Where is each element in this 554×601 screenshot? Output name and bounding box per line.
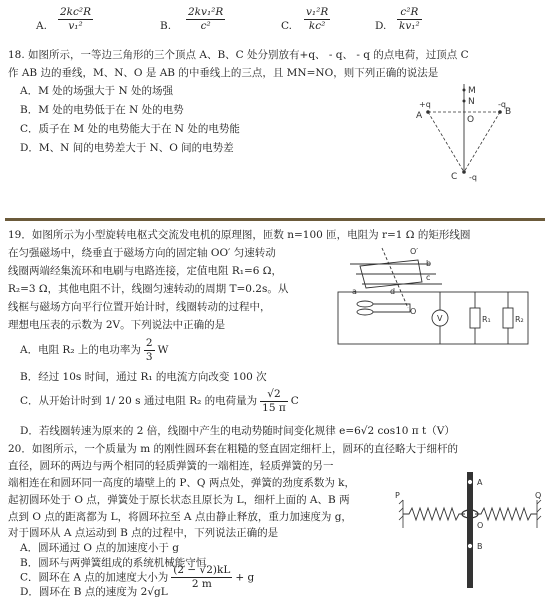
q19-option-b: B．经过 10s 时间，通过 R₁ 的电流方向改变 100 次 xyxy=(20,371,267,383)
q17-option-c-num: v₁²R xyxy=(306,6,329,18)
q18-label-a: A xyxy=(416,111,423,121)
q18-label-o: O xyxy=(467,115,475,125)
q19-slip-ring-1 xyxy=(357,301,373,307)
q19-label-r1: R₁ xyxy=(482,315,491,324)
q20-right-hatch-3 xyxy=(537,516,541,520)
q18-stem-line2: 作 AB 边的垂线，M、N、O 是 AB 的中垂线上的三点，且 MN=NO，则下列正确的说法是 xyxy=(8,67,439,79)
q18-label-c: C xyxy=(451,172,458,182)
q18-option-a: A．M 处的场强大于 N 处的场强 xyxy=(20,85,174,97)
q19-label-a: a xyxy=(352,287,357,296)
q19-slip-ring-2 xyxy=(357,309,373,315)
q17-option-d-label: D. xyxy=(375,20,387,32)
q20-label-b: B xyxy=(477,542,483,551)
q18-point-c xyxy=(462,170,466,174)
q19-option-c-text: C．从开始计时到 1/ 20 s 通过电阻 R₂ 的电荷量为 xyxy=(20,395,258,407)
q19-stem-line6: 理想电压表的示数为 2V。下列说法中正确的是 xyxy=(8,319,226,331)
q18-point-b xyxy=(498,110,502,114)
q18-option-b: B．M 处的电势低于在 N 处的电势 xyxy=(20,104,184,116)
q18-point-a xyxy=(426,110,430,114)
q18-charge-a: +q xyxy=(419,100,431,109)
q20-option-c-post: + g xyxy=(235,571,255,584)
q20-point-b xyxy=(468,544,471,547)
q18-stem-line1: 18. 如图所示，一等边三角形的三个顶点 A、B、C 处分别放有+q、 - q、 - q 的点电荷，过顶点 C xyxy=(8,49,469,61)
q19-option-a-unit: W xyxy=(157,344,169,356)
q17-option-d-den: kv₁² xyxy=(399,20,420,32)
q20-left-hatch-3 xyxy=(399,516,403,520)
q19-label-o: O xyxy=(410,307,417,316)
q20-stem-line1: 20．如图所示，一个质量为 m 的刚性圆环套在粗糙的竖直固定细杆上，圆环的直径略大于细杆的 xyxy=(8,443,458,455)
q17-option-b-den: c² xyxy=(200,20,211,32)
q17-option-a-label: A. xyxy=(36,20,47,32)
q19-option-c-num: √2 xyxy=(260,388,288,402)
q20-option-c-num: (2 − √2)kL xyxy=(173,564,231,576)
q18-label-b: B xyxy=(505,107,512,117)
q20-left-hatch-2 xyxy=(399,508,403,512)
q19-label-r2: R₂ xyxy=(515,315,524,324)
q19-brush-wires xyxy=(373,304,410,312)
q17-option-c-fraction xyxy=(304,6,330,33)
q17-option-c-den: kc² xyxy=(308,20,326,32)
q17-option-c-label: C. xyxy=(281,20,292,32)
q19-label-v: V xyxy=(437,314,443,323)
q20-stem-line2: 直径，圆环的两边与两个相同的轻质弹簧的一端相连，轻质弹簧的另一 xyxy=(8,460,334,472)
q20-label-q: Q xyxy=(535,491,542,500)
q18-option-c: C．质子在 M 处的电势能大于在 N 处的电势能 xyxy=(20,123,240,135)
q19-label-c: c xyxy=(426,273,431,282)
q19-stem-line1: 19．如图所示为小型旋转电枢式交流发电机的原理图，匝数 n=100 匝，电阻为 r=1 Ω 的矩形线圈 xyxy=(8,229,471,241)
q17-option-a-den: v₁² xyxy=(68,20,83,32)
q20-right-hatch-1 xyxy=(537,500,541,504)
q19-axis xyxy=(382,248,408,308)
q17-option-a-fraction xyxy=(58,6,93,33)
q19-option-d: D．若线圈转速为原来的 2 倍，线圈中产生的电动势随时间变化规律 e=6√2 cos10 π t（V） xyxy=(20,425,455,437)
q19-resistor-r2 xyxy=(503,308,513,328)
q18-point-m xyxy=(463,89,466,92)
q20-right-hatch-2 xyxy=(537,508,541,512)
q17-option-d-fraction xyxy=(397,6,422,33)
q18-charge-c: -q xyxy=(469,173,477,182)
q20-label-p: P xyxy=(395,491,400,500)
q20-ring-spring-figure xyxy=(395,470,545,590)
q17-option-d-num: c²R xyxy=(397,6,422,20)
q19-option-a-text: A．电阻 R₂ 上的电功率为 xyxy=(20,344,141,356)
q19-resistor-r1 xyxy=(470,308,480,328)
q19-stem-line5: 线框与磁场方向平行位置开始计时，线圈转动的过程中， xyxy=(8,301,271,313)
q17-option-b-num: 2kv₁²R xyxy=(188,6,224,18)
q18-label-m: M xyxy=(468,86,476,96)
q20-rod xyxy=(467,472,473,588)
q19-option-c-den: 15 π xyxy=(262,401,286,414)
q19-option-a-den: 3 xyxy=(145,350,153,363)
q19-option-c-unit: C xyxy=(290,395,299,407)
q20-label-a: A xyxy=(477,478,483,487)
q19-option-a-num: 2 xyxy=(145,336,153,349)
q19-option-c xyxy=(20,386,299,416)
q19-label-d: d xyxy=(390,287,396,296)
q20-option-c-den: 2 m xyxy=(191,578,212,590)
q18-charge-b: -q xyxy=(498,100,506,109)
q20-option-c-fraction xyxy=(171,564,232,591)
q18-label-n: N xyxy=(468,97,475,107)
q20-option-b: B．圆环与两弹簧组成的系统机械能守恒 xyxy=(20,557,207,569)
q17-option-b-label: B. xyxy=(160,20,172,32)
q17-option-b-fraction xyxy=(186,6,225,33)
q20-stem-line6: 对于圆环从 A 点运动到 B 点的过程中，下列说法正确的是 xyxy=(8,527,279,539)
q20-stem-line4: 起初圆环处于 O 点，弹簧处于原长状态且原长为 L，细杆上面的 A、B 两 xyxy=(8,494,350,506)
q20-option-c-text: C．圆环在 A 点的加速度大小为 xyxy=(20,571,169,584)
q19-option-c-fraction xyxy=(260,388,288,415)
q20-left-hatch-1 xyxy=(399,500,403,504)
q20-right-spring xyxy=(475,508,537,520)
q20-option-a: A．圆环通过 O 点的加速度小于 g xyxy=(20,542,179,554)
q18-edge-ac xyxy=(428,112,464,172)
q20-label-o: O xyxy=(477,521,484,530)
q19-label-b: b xyxy=(426,259,432,268)
q19-generator-figure xyxy=(330,246,540,348)
q20-option-d: D．圆环在 B 点的速度为 2√gL xyxy=(20,586,168,598)
q18-triangle-figure xyxy=(395,80,535,190)
q19-stem-line3: 线圈两端经集流环和电刷与电路连接，定值电阻 R₁=6 Ω， xyxy=(8,265,282,277)
q18-point-n xyxy=(463,100,466,103)
q20-stem-line3: 端相连在和圆环同一高度的墙壁上的 P、Q 两点处，弹簧的劲度系数为 k， xyxy=(8,477,356,489)
q19-stem-line2: 在匀强磁场中，绕垂直于磁场方向的固定轴 OO′ 匀速转动 xyxy=(8,247,276,259)
q20-stem-line5: 点到 O 点的距离都为 L，将圆环拉至 A 点由静止释放，重力加速度为 g， xyxy=(8,511,352,523)
q20-point-a xyxy=(468,480,471,483)
q20-left-spring xyxy=(403,508,465,520)
section-divider xyxy=(5,218,545,221)
q17-option-a-num: 2kc²R xyxy=(60,6,92,18)
q19-label-oprime: O′ xyxy=(410,247,419,256)
q19-option-a xyxy=(20,335,168,365)
q19-option-a-fraction xyxy=(144,337,155,364)
q18-option-d: D．M、N 间的电势差大于 N、O 间的电势差 xyxy=(20,142,234,154)
q19-stem-line4: R₂=3 Ω，其他电阻不计，线圈匀速转动的周期 T=0.2s。从 xyxy=(8,283,289,295)
